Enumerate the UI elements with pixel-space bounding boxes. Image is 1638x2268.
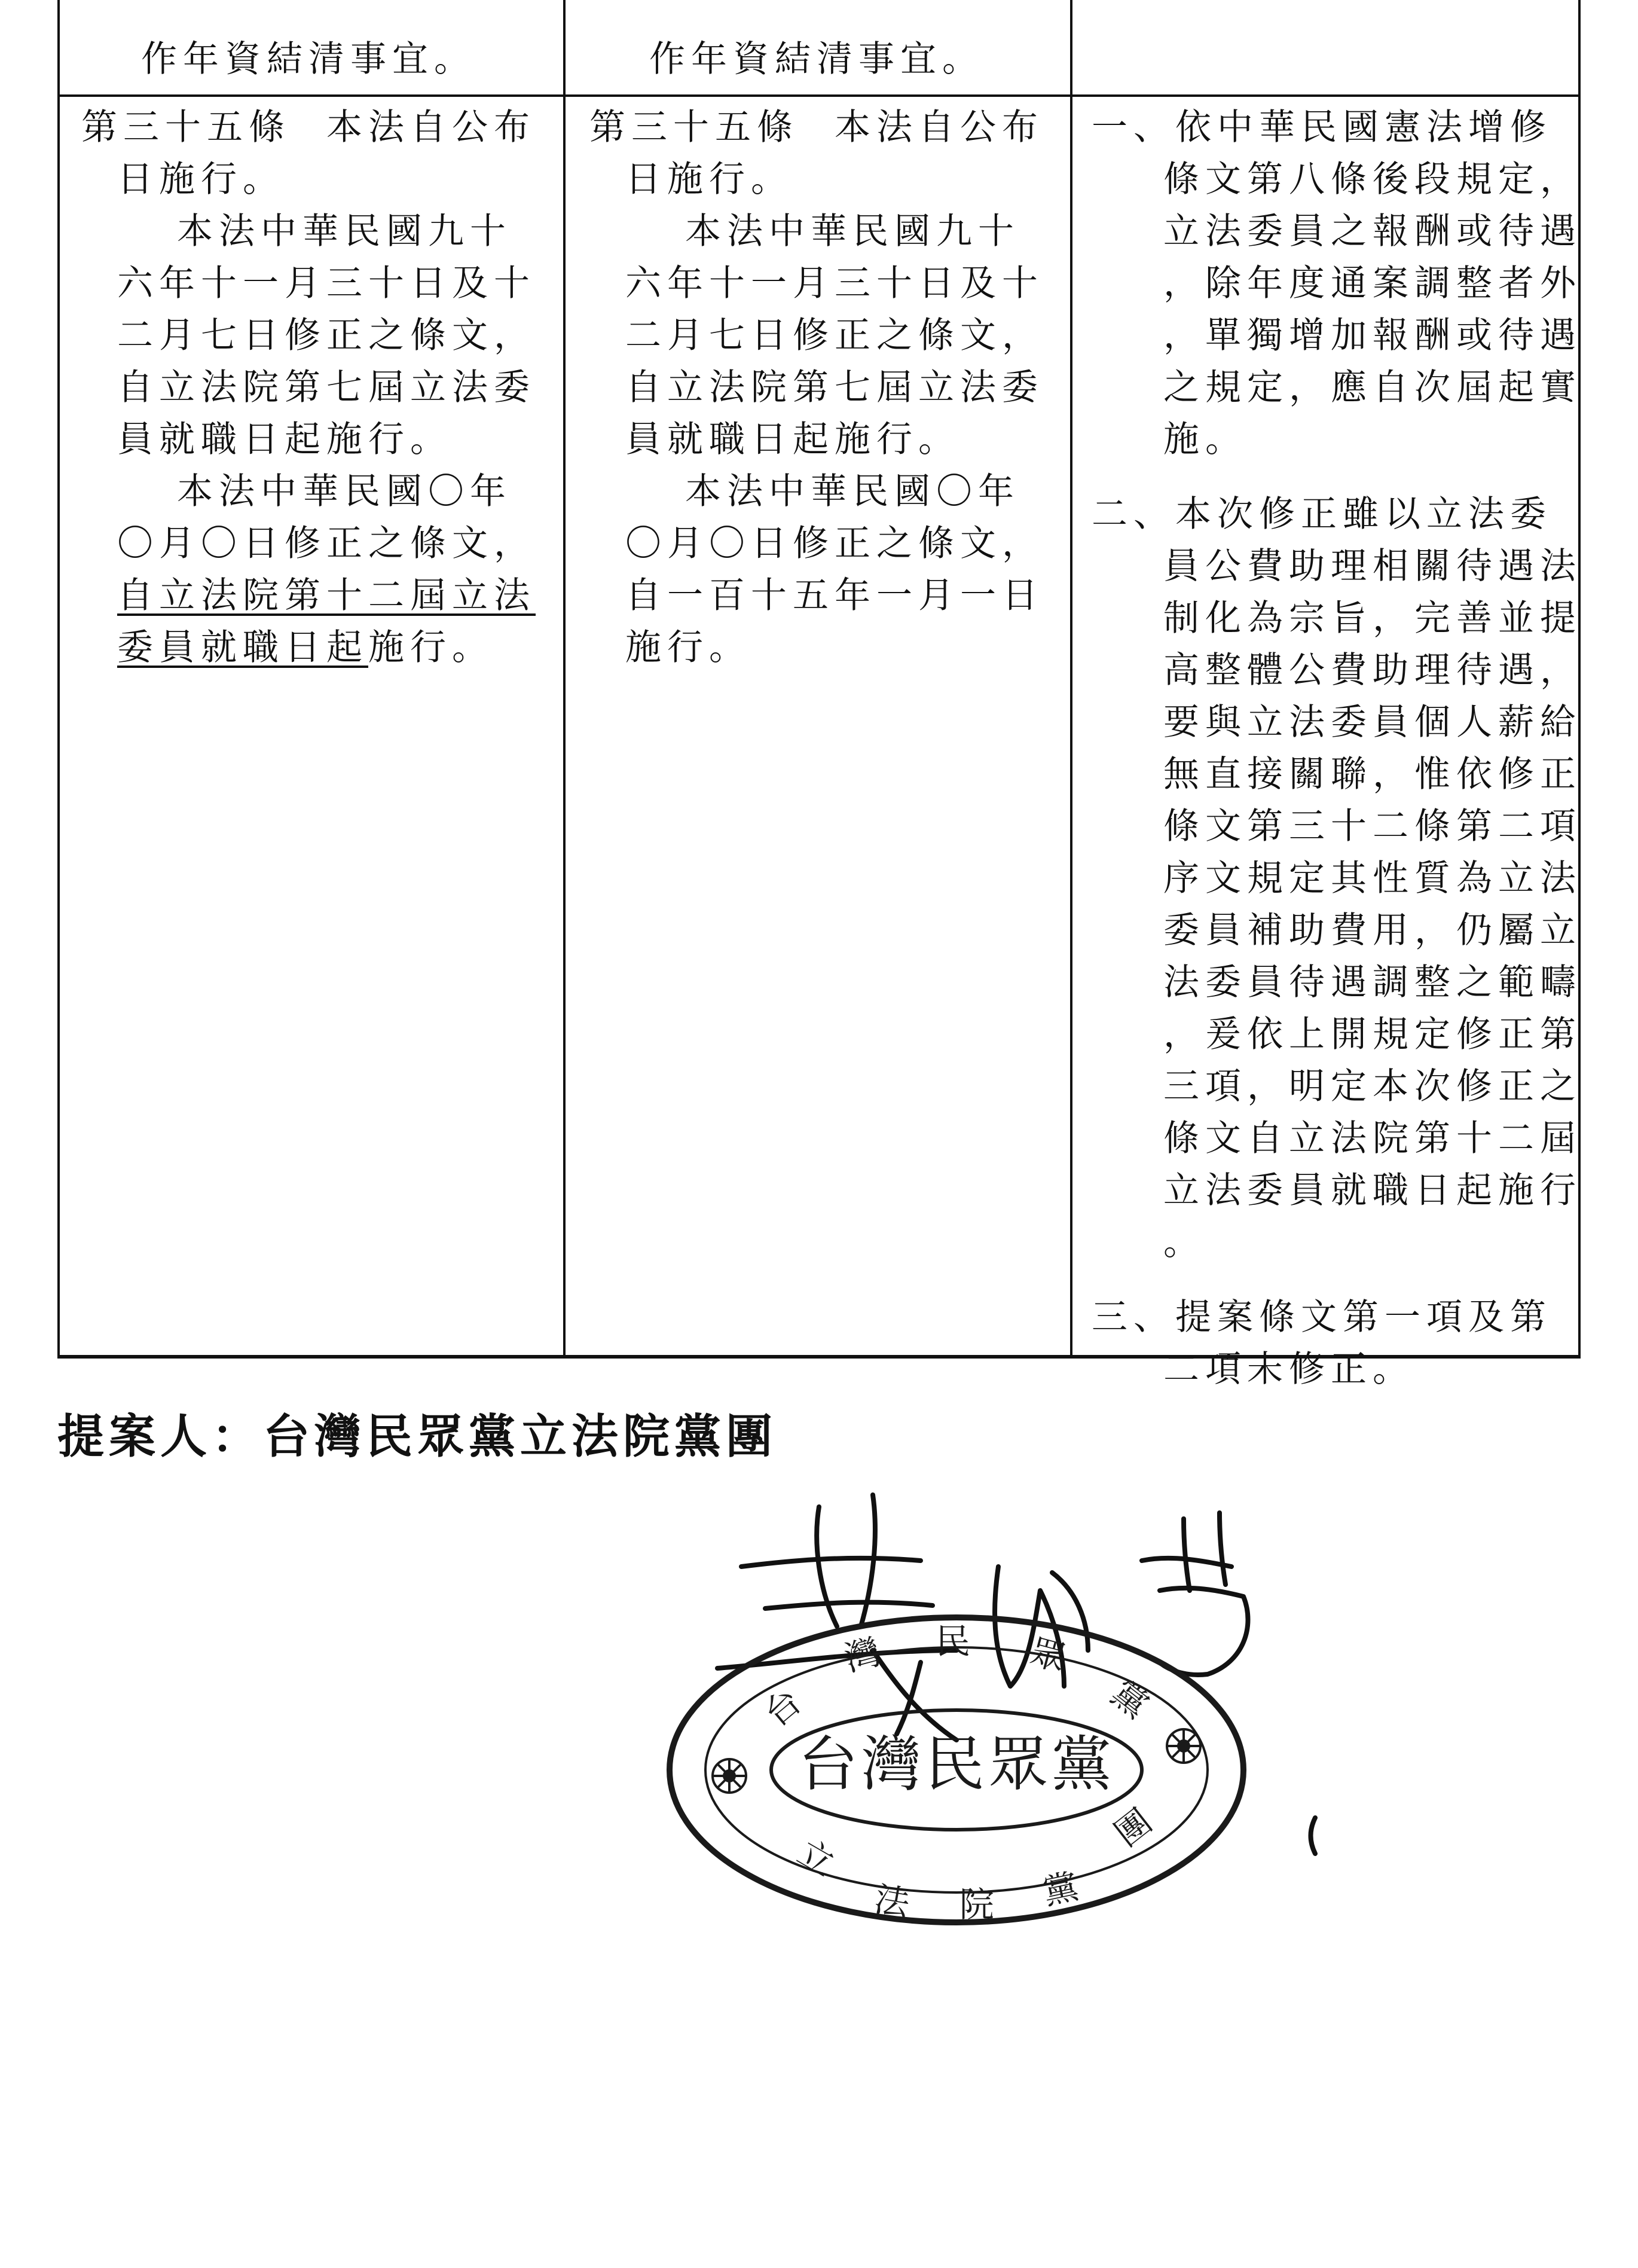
- reason-item-1: [1092, 102, 1582, 466]
- article-text: 本法自公布: [835, 106, 1044, 148]
- paragraph-line: 施行。: [625, 627, 751, 669]
- article-heading: [81, 102, 548, 154]
- reason-line: 員公費助理相關待遇法: [1163, 545, 1582, 587]
- article-text: 日施行。: [625, 158, 793, 200]
- article-number: 第三十五條: [81, 106, 291, 148]
- paragraph-line: 員就職日起施行。: [625, 419, 960, 460]
- paragraph-line: 六年十一月三十日及十: [117, 262, 536, 304]
- top-cell-col1: [81, 33, 548, 86]
- reason-line: 制化為宗旨，完善並提: [1163, 597, 1582, 639]
- table-border-left: [57, 0, 60, 1359]
- paragraph-line: 〇月〇日修正之條文，: [625, 523, 1044, 564]
- article-number: 第三十五條: [589, 106, 799, 148]
- paragraph-line: 本法中華民國九十: [177, 210, 512, 252]
- svg-text:台灣民眾黨: 台灣民眾黨: [798, 1729, 1115, 1799]
- current-article-cell: [589, 102, 1056, 674]
- svg-text:民: 民: [936, 1621, 971, 1662]
- row-divider: [57, 94, 1581, 97]
- reason-line: ，除年度通案調整者外: [1163, 262, 1582, 304]
- paragraph-line: 〇月〇日修正之條文，: [117, 523, 536, 564]
- svg-text:黨: 黨: [1104, 1672, 1156, 1726]
- flower-emblem-left: [713, 1759, 746, 1793]
- paragraph-line: 本法中華民國〇年: [177, 471, 512, 512]
- reason-item-3: [1092, 1292, 1570, 1396]
- top-row-text: 作年資結清事宜。: [141, 38, 476, 80]
- comparison-table: [57, 0, 1582, 1390]
- reason-item-2: [1092, 489, 1582, 1269]
- reason-line: 二、本次修正雖以立法委: [1092, 493, 1552, 535]
- svg-text:院: 院: [959, 1884, 995, 1925]
- reason-line: 無直接關聯，惟依修正: [1163, 753, 1582, 795]
- reason-line: 施。: [1163, 419, 1247, 460]
- amended-article-cell: [81, 102, 548, 674]
- svg-text:灣: 灣: [841, 1631, 885, 1680]
- paragraph-line: 本法中華民國九十: [685, 210, 1020, 252]
- reason-line: 三、提案條文第一項及第: [1092, 1296, 1552, 1338]
- reason-line: 要與立法委員個人薪給: [1163, 701, 1582, 743]
- paragraph-line: 六年十一月三十日及十: [625, 262, 1044, 304]
- top-cell-col2: [589, 33, 1056, 86]
- reason-line: 序文規定其性質為立法: [1163, 857, 1582, 899]
- reason-line: 一、依中華民國憲法增修: [1092, 106, 1552, 148]
- signature-and-seal: [538, 1471, 1387, 1937]
- article-text: 本法自公布: [326, 106, 536, 148]
- paragraph-line: 自一百十五年一月一日: [625, 575, 1044, 616]
- proposer-line: 提案人：台灣民眾黨立法院黨團: [57, 1410, 778, 1464]
- amended-text-underlined: 自立法院第十二屆立法: [117, 575, 536, 616]
- article-text: 日施行。: [117, 158, 285, 200]
- paragraph-line: 自立法院第七屆立法委: [625, 367, 1044, 408]
- reason-line: 三項，明定本次修正之: [1163, 1066, 1582, 1107]
- reason-line: 委員補助費用，仍屬立: [1163, 909, 1582, 951]
- svg-text:台: 台: [756, 1681, 809, 1735]
- reason-line: ，單獨增加報酬或待遇: [1163, 315, 1582, 356]
- paragraph-line: [81, 570, 548, 622]
- handwritten-signature: [717, 1495, 1315, 1854]
- reason-line: 條文第三十二條第二項: [1163, 805, 1582, 847]
- reason-line: 之規定，應自次屆起實: [1163, 367, 1582, 408]
- reason-line: 高整體公費助理待遇，: [1163, 649, 1582, 691]
- paragraph-line: [81, 622, 548, 674]
- stamp-seal: [670, 1617, 1243, 1925]
- svg-text:法: 法: [871, 1878, 913, 1925]
- top-row-text: 作年資結清事宜。: [649, 38, 984, 80]
- flower-emblem-right: [1167, 1729, 1200, 1763]
- paragraph-line: 員就職日起施行。: [117, 419, 452, 460]
- amended-text-underlined: 委員就職日起: [117, 627, 368, 669]
- column-divider-2: [1070, 0, 1072, 1359]
- reason-line: 條文自立法院第十二屆: [1163, 1118, 1582, 1159]
- paragraph-line: 本法中華民國〇年: [685, 471, 1020, 512]
- reason-line: 立法委員之報酬或待遇: [1163, 210, 1582, 252]
- svg-text:眾: 眾: [1026, 1631, 1071, 1680]
- svg-text:團: 團: [1107, 1800, 1160, 1855]
- svg-text:黨: 黨: [1039, 1866, 1082, 1913]
- paragraph-tail: 施行。: [368, 627, 494, 669]
- article-heading: [589, 102, 1056, 154]
- paragraph-line: 二月七日修正之條文，: [625, 315, 1044, 356]
- reason-line: 法委員待遇調整之範疇: [1163, 961, 1582, 1003]
- reason-line: 二項未修正。: [1163, 1348, 1414, 1390]
- reason-line: 。: [1163, 1222, 1205, 1263]
- reason-line: 立法委員就職日起施行: [1163, 1170, 1582, 1211]
- reason-line: 條文第八條後段規定，: [1163, 158, 1582, 200]
- column-divider-1: [563, 0, 566, 1359]
- seal-graphic: [538, 1471, 1387, 1937]
- reason-line: ，爰依上開規定修正第: [1163, 1014, 1582, 1055]
- explanation-cell: [1092, 102, 1582, 1418]
- paragraph-line: 二月七日修正之條文，: [117, 315, 536, 356]
- paragraph-line: 自立法院第七屆立法委: [117, 367, 536, 408]
- svg-text:立: 立: [791, 1832, 842, 1885]
